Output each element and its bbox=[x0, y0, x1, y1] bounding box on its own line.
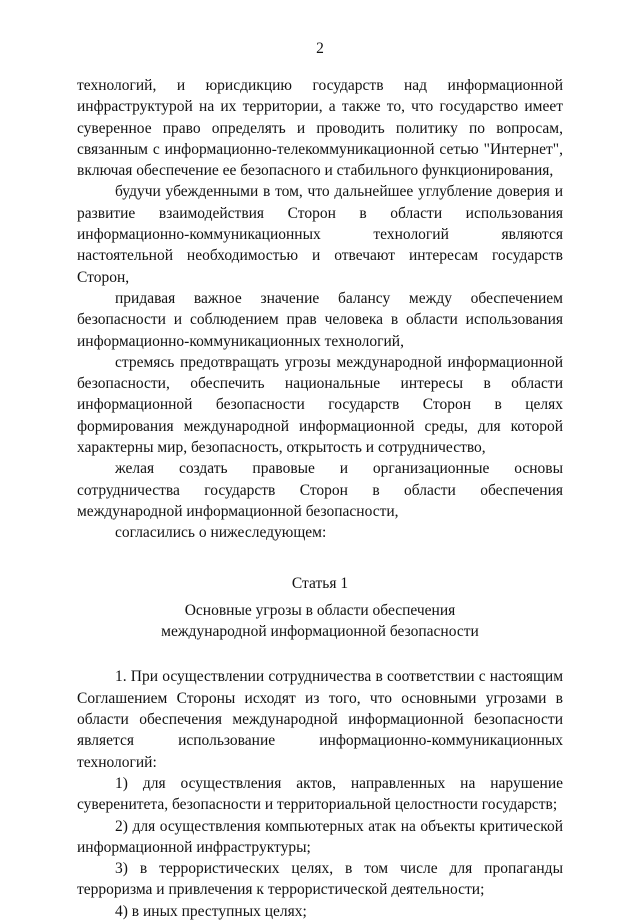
preamble-agreement-line: согласились о нижеследующем: bbox=[115, 524, 327, 542]
preamble-paragraph: будучи убежденными в том, что дальнейшее углубление доверия и развитие взаимодействия Сторон в области использования информационно-коммуникационных технологий являются настоятельной необходимостью и отвечают интересам государств Сторон, bbox=[77, 183, 563, 286]
article-title: Статья 1 bbox=[291, 574, 349, 592]
article-list-item: 1) для осуществления актов, направленных на нарушение суверенитета, безопасности и территориальной целостности государств; bbox=[77, 774, 563, 814]
preamble-continuation: технологий, и юрисдикцию государств над информационной инфраструктурой на их территории, а также то, что государство имеет суверенное право определять и проводить политику по вопросам, связанным с информационно-телекоммуникационной сетью "Интернет", включая обеспечение ее безопасного и стабильного функционирования, bbox=[77, 77, 563, 180]
preamble-paragraph: стремясь предотвращать угрозы международной информационной безопасности, обеспечить национальные интересы в области информационной безопасности государств Сторон в целях формирования международной информационной среды, для которой характерны мир, безопасность, открытость и сотрудничество, bbox=[77, 353, 563, 457]
page-number: 2 bbox=[316, 40, 324, 57]
article-list-item: 4) в иных преступных целях; bbox=[115, 902, 307, 920]
preamble-paragraph: желая создать правовые и организационные основы сотрудничества государств Сторон в области обеспечения международной информационной безопасности, bbox=[77, 460, 563, 520]
article-subtitle bbox=[77, 600, 563, 643]
article-list-item: 2) для осуществления компьютерных атак на объекты критической информационной инфраструктуры; bbox=[77, 817, 563, 856]
article-paragraph: 1. При осуществлении сотрудничества в соответствии с настоящим Соглашением Стороны исходят из того, что основными угрозами в области обеспечения международной информационной безопасности является использование информационно-коммуникационных технологий: bbox=[77, 668, 563, 771]
article-list-item: 3) в террористических целях, в том числе для пропаганды терроризма и привлечения к террористической деятельности; bbox=[77, 860, 563, 899]
article-subtitle-line: Основные угрозы в области обеспечения bbox=[184, 601, 456, 619]
article-subtitle-line: международной информационной безопасности bbox=[161, 623, 479, 641]
preamble-paragraph: придавая важное значение балансу между обеспечением безопасности и соблюдением прав человека в области использования информационно-коммуникационных технологий, bbox=[77, 289, 563, 350]
document-body bbox=[77, 75, 563, 922]
